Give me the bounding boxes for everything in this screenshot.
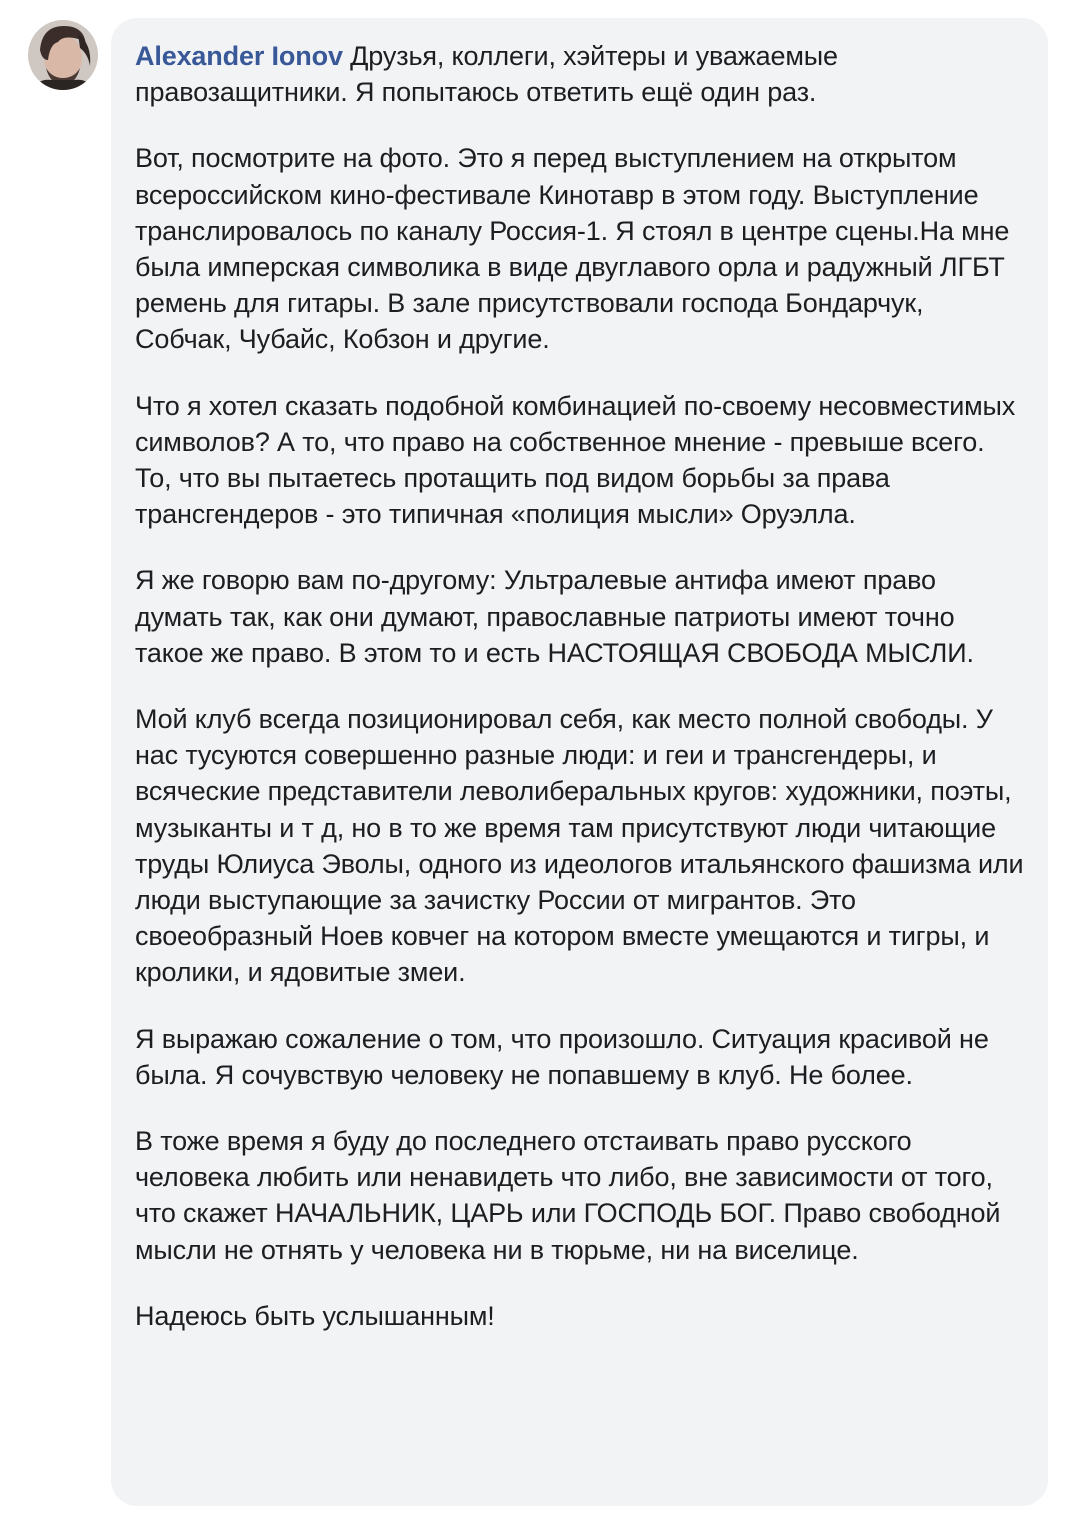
comment-paragraph: Я же говорю вам по-другому: Ультралевые антифа имеют право думать так, как они думают, православные патриоты имеют точно такое же право. В этом то и есть НАСТОЯЩАЯ СВОБОДА МЫСЛИ. [135, 565, 974, 668]
comment-paragraph: Я выражаю сожаление о том, что произошло. Ситуация красивой не была. Я сочувствую человеку не попавшему в клуб. Не более. [135, 1023, 989, 1090]
comment-intro-text: Друзья, коллеги, хэйтеры и уважаемые правозащитники. Я попытаюсь ответить ещё один раз. [135, 41, 838, 108]
comment-paragraph: В тоже время я буду до последнего отстаивать право русского человека любить или ненавидеть что либо, вне зависимости от того, что скажет НАЧАЛЬНИК, ЦАРЬ или ГОСПОДЬ БОГ. Право свободной мысли не отнять у человека ни в тюрьме, ни на виселице. [135, 1126, 1001, 1265]
author-name-link[interactable]: Alexander Ionov [135, 41, 343, 71]
comment-bubble [111, 18, 1048, 1506]
user-avatar-photo-icon[interactable] [28, 20, 98, 90]
comment-intro [135, 38, 1024, 110]
comment-paragraph: Вот, посмотрите на фото. Это я перед выступлением на открытом всероссийском кино-фестивале Кинотавр в этом году. Выступление транслировалось по каналу Россия-1. Я стоял в центре сцены.На мне была имперская символика в виде двуглавого орла и радужный ЛГБТ ремень для гитары. В зале присутствовали господа Бондарчук, Собчак, Чубайс, Кобзон и другие. [135, 143, 1010, 355]
comment-paragraph: Надеюсь быть услышанным! [135, 1300, 495, 1331]
comment-paragraph: Что я хотел сказать подобной комбинацией по-своему несовместимых символов? А то, что право на собственное мнение - превыше всего. То, что вы пытаетесь протащить под видом борьбы за права трансгендеров - это типичная «полиция мысли» Оруэлла. [135, 390, 1016, 530]
comment-paragraph: Мой клуб всегда позиционировал себя, как место полной свободы. У нас тусуются совершенно разные люди: и геи и трансгендеры, и всяческие представители леволиберальных кругов: художники, поэты, музыканты и т д, но в то же время там присутствуют люди читающие труды Юлиуса Эволы, одного из идеологов итальянского фашизма или люди выступающие за зачистку России от мигрантов. Это своеобразный Ноев ковчег на котором вместе умещаются и тигры, и кролики, и ядовитые змеи. [135, 704, 1024, 988]
avatar-photo-graphic [28, 20, 98, 90]
